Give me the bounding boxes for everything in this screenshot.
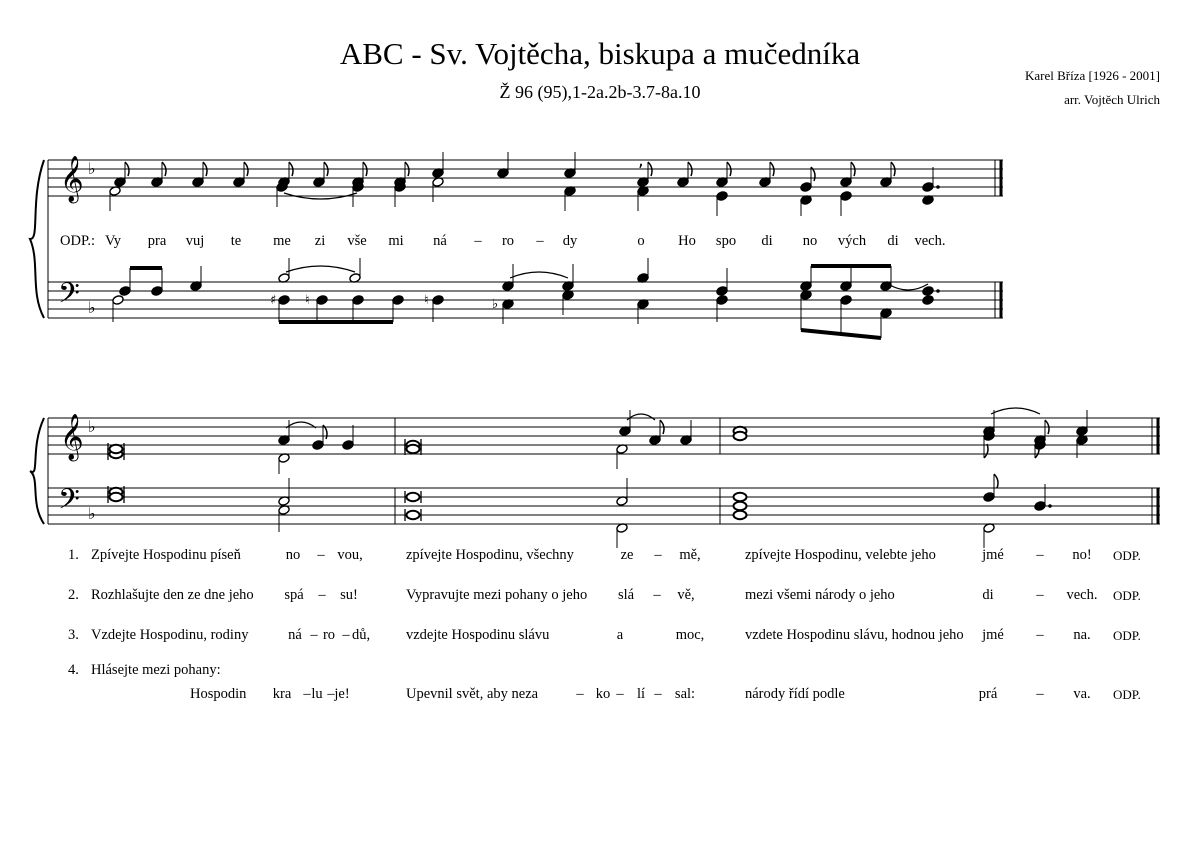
verse-text: Rozhlašujte den ze dne jeho (91, 587, 254, 603)
verse-syllable: va. (1073, 686, 1091, 702)
brace (30, 418, 44, 524)
verse-syllable: vou, (337, 547, 363, 563)
notehead (922, 286, 934, 297)
notehead (352, 295, 364, 306)
arranger-credit: arr. Vojtěch Ulrich (1064, 92, 1160, 107)
tie (627, 414, 655, 420)
refrain-syllable: pra (147, 233, 167, 249)
refrain-syllable: di (887, 233, 899, 249)
verse-syllable: lu (311, 686, 323, 702)
verse-syllable: – (303, 686, 311, 702)
refrain-label: ODP.: (60, 233, 96, 249)
dot (936, 185, 940, 189)
verse-number: 3. (68, 627, 79, 643)
verse-syllable: – (653, 587, 661, 603)
tie (888, 284, 928, 290)
key-signature-flat: ♭ (88, 159, 96, 178)
verse-syllable: slá (617, 587, 635, 603)
verse-syllable: – (327, 686, 335, 702)
verse-syllable: – (1036, 587, 1044, 603)
whole-note (110, 445, 123, 453)
verse-syllable: mě, (679, 547, 701, 563)
refrain-syllable: vuj (185, 233, 205, 249)
verse-text: mezi všemi národy o jeho (745, 587, 895, 603)
composer-credit: Karel Bříza [1926 - 2001] (1024, 68, 1160, 83)
verse-syllable: su! (340, 587, 358, 603)
dot (936, 289, 940, 293)
refrain-syllable: ná (433, 233, 447, 249)
verse-syllable: ko (595, 686, 611, 702)
notehead (716, 286, 728, 297)
verse-syllable: a (616, 627, 624, 643)
verse-syllable: ro (322, 627, 336, 643)
tie (991, 408, 1040, 414)
notehead (278, 295, 290, 306)
tie (510, 272, 568, 278)
notehead (151, 286, 163, 297)
sharp-accidental: ♯ (270, 293, 277, 308)
verse-number: 2. (68, 587, 79, 603)
notehead (983, 492, 995, 503)
notehead (316, 295, 328, 306)
refrain-cue: ODP. (1113, 628, 1141, 643)
refrain-syllable: zi (314, 233, 326, 249)
verse-syllable: sal: (674, 686, 696, 702)
refrain-cue: ODP. (1113, 687, 1141, 702)
verse-text: národy řídí podle (745, 686, 845, 702)
whole-note (734, 502, 747, 510)
verse-syllable: vě, (677, 587, 695, 603)
page-title: ABC - Sv. Vojtěcha, biskupa a mučedníka (339, 36, 861, 71)
verse-syllable: – (1036, 547, 1044, 563)
treble-clef: 𝄞 (60, 156, 84, 202)
refrain-cue: ODP. (1113, 588, 1141, 603)
verse-syllable: na. (1073, 627, 1091, 643)
verse-syllable: spá (284, 587, 304, 603)
note-flag (984, 444, 988, 458)
verse-syllable: – (654, 547, 662, 563)
notehead (922, 295, 934, 306)
key-signature-flat: ♭ (88, 504, 96, 523)
verse-syllable: ze (620, 547, 634, 563)
verse-syllable: jmé (982, 547, 1004, 563)
treble-clef: 𝄞 (60, 414, 84, 460)
verse-text: Hospodin (190, 686, 247, 702)
verse-syllable: – (342, 627, 350, 643)
notehead (119, 286, 131, 297)
notehead (312, 440, 324, 451)
verse-prefix: Hlásejte mezi pohany: (91, 662, 221, 678)
verse-syllable: prá (978, 686, 998, 702)
natural-accidental: ♮ (424, 293, 429, 308)
refrain-syllable: Ho (678, 233, 696, 249)
verse-syllable: kra (272, 686, 292, 702)
brace (30, 160, 44, 318)
verse-text: vzdejte Hospodinu slávu (406, 627, 550, 643)
verse-syllable: – (576, 686, 584, 702)
whole-note (407, 511, 420, 519)
verse-text: Zpívejte Hospodinu píseň (91, 547, 241, 563)
refrain-syllable: Vy (104, 233, 122, 249)
verse-syllable: – (1036, 627, 1044, 643)
refrain-syllable: – (474, 233, 482, 249)
flat-accidental: ♭ (492, 297, 499, 312)
notehead (432, 295, 444, 306)
verse-syllable: no (285, 547, 301, 563)
verse-syllable: – (654, 686, 662, 702)
natural-accidental: ♮ (305, 293, 310, 308)
whole-note (407, 493, 420, 501)
verse-syllable: – (616, 686, 624, 702)
refrain-syllable: vých (837, 233, 867, 249)
whole-note (407, 445, 420, 453)
verse-syllable: dů, (351, 627, 371, 643)
verse-text: zpívejte Hospodinu, všechny (406, 547, 574, 563)
refrain-syllable: spo (715, 233, 737, 249)
whole-note (734, 493, 747, 501)
verse-syllable: di (982, 587, 994, 603)
verse-syllable: ná (288, 627, 302, 643)
notehead (1034, 501, 1046, 512)
note-flag (994, 474, 998, 488)
verse-text: zpívejte Hospodinu, velebte jeho (745, 547, 936, 563)
notehead (716, 295, 728, 306)
notehead (112, 295, 124, 306)
key-signature-flat: ♭ (88, 298, 96, 317)
psalm-reference: Ž 96 (95),1-2a.2b-3.7-8a.10 (499, 82, 701, 102)
verse-syllable: – (1036, 686, 1044, 702)
notehead (922, 182, 934, 193)
refrain-syllable: di (761, 233, 773, 249)
notehead (840, 191, 852, 202)
notehead (392, 295, 404, 306)
refrain-syllable: me (273, 233, 291, 249)
whole-note (734, 511, 747, 519)
verse-text: Upevnil svět, aby neza (406, 686, 539, 702)
verse-syllable: – (310, 627, 318, 643)
refrain-cue: ODP. (1113, 548, 1141, 563)
verse-syllable: moc, (675, 627, 705, 643)
verse-number: 4. (68, 662, 79, 678)
refrain-syllable: no (802, 233, 818, 249)
refrain-syllable: – (536, 233, 544, 249)
verse-text: Vypravujte mezi pohany o jeho (406, 587, 588, 603)
verse-syllable: vech. (1066, 587, 1098, 603)
notehead (342, 440, 354, 451)
tie (286, 266, 355, 272)
refrain-syllable: ro (501, 233, 515, 249)
verse-syllable: jmé (982, 627, 1004, 643)
verse-syllable: je! (334, 686, 350, 702)
bass-clef: 𝄢 (58, 277, 80, 317)
key-signature-flat: ♭ (88, 417, 96, 436)
verse-syllable: lí (636, 686, 646, 702)
refrain-syllable: mi (388, 233, 404, 249)
notehead (716, 191, 728, 202)
verse-number: 1. (68, 547, 79, 563)
verse-syllable: – (318, 587, 326, 603)
bass-clef: 𝄢 (58, 483, 80, 523)
refrain-syllable: dy (562, 233, 578, 249)
verse-syllable: no! (1072, 547, 1092, 563)
refrain-syllable: vech. (914, 233, 946, 249)
refrain-syllable: vše (347, 233, 367, 249)
whole-note (110, 493, 123, 501)
verse-text: Vzdejte Hospodinu, rodiny (91, 627, 249, 643)
notehead (800, 182, 812, 193)
dot (1048, 504, 1052, 508)
whole-note (734, 432, 747, 440)
breath-mark: , (638, 150, 644, 171)
refrain-syllable: o (637, 233, 645, 249)
notehead (840, 295, 852, 306)
verse-text: vzdete Hospodinu slávu, hodnou jeho (745, 627, 964, 643)
refrain-syllable: te (230, 233, 242, 249)
verse-syllable: – (317, 547, 325, 563)
